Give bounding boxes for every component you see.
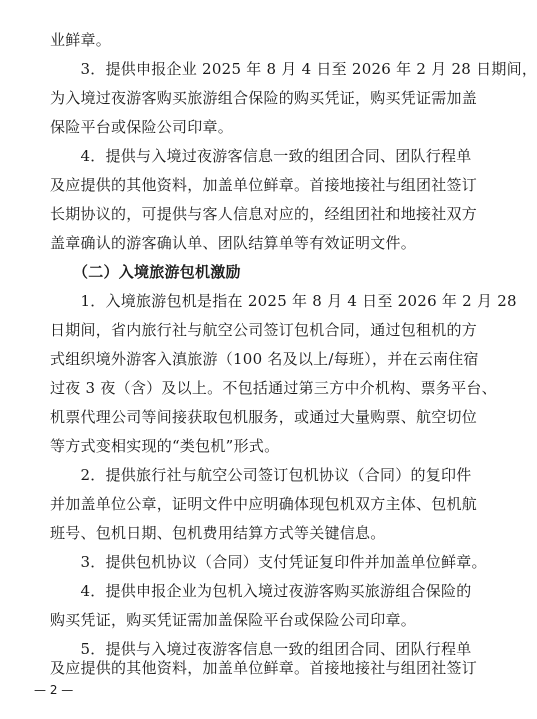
text-line: 长期协议的，可提供与客人信息对应的，经组团社和地接社双方 [50,205,478,223]
text-line: 等方式变相实现的“类包机”形式。 [50,437,280,455]
text-line: 并加盖单位公章，证明文件中应明确体现包机双方主体、包机航 [50,495,478,513]
text-line: 为入境过夜游客购买旅游组合保险的购买凭证，购买凭证需加盖 [50,89,478,107]
text-line: 盖章确认的游客确认单、团队结算单等有效证明文件。 [50,234,417,252]
text-line: 及应提供的其他资料，加盖单位鲜章。首接地接社与组团社签订 [50,176,478,194]
text-line: 及应提供的其他资料，加盖单位鲜章。首接地接社与组团社签订 [50,659,478,677]
text-line: 购买凭证，购买凭证需加盖保险平台或保险公司印章。 [50,611,417,629]
text-line: 4．提供与入境过夜游客信息一致的组团合同、团队行程单 [50,147,472,165]
section-heading: （二）入境旅游包机激励 [50,263,241,281]
text-line: 过夜 3 夜（含）及以上。不包括通过第三方中介机构、票务平台、 [50,379,497,397]
text-line: 机票代理公司等间接获取包机服务，或通过大量购票、航空切位 [50,408,478,426]
text-line: 4．提供申报企业为包机入境过夜游客购买旅游组合保险的 [50,582,472,600]
text-line: 业鲜章。 [50,31,112,49]
text-line: 式组织境外游客入滇旅游（100 名及以上/每班），并在云南住宿 [50,350,479,368]
text-line: 5．提供与入境过夜游客信息一致的组团合同、团队行程单 [50,640,472,658]
text-line: 2．提供旅行社与航空公司签订包机协议（合同）的复印件 [50,466,472,484]
page-number: — 2 — [34,683,74,697]
text-line: 3．提供申报企业 2025 年 8 月 4 日至 2026 年 2 月 28 日期间， [50,60,537,78]
text-line: 保险平台或保险公司印章。 [50,118,234,136]
text-line: 3．提供包机协议（合同）支付凭证复印件并加盖单位鲜章。 [50,553,487,571]
text-line: 1．入境旅游包机是指在 2025 年 8 月 4 日至 2026 年 2 月 28 [50,292,517,310]
text-line: 班号、包机日期、包机费用结算方式等关键信息。 [50,524,386,542]
text-line: 日期间，省内旅行社与航空公司签订包机合同，通过包租机的方 [50,321,478,339]
